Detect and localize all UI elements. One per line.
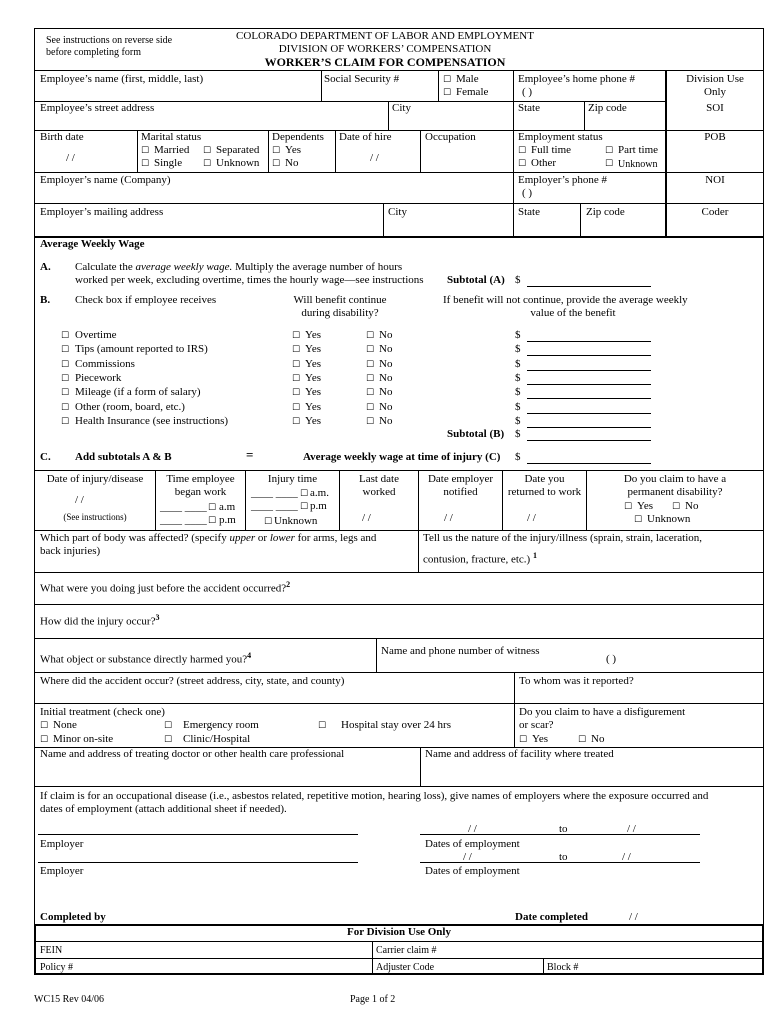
continue-header-2: during disability?: [301, 307, 379, 319]
benefit-dollar: $: [515, 329, 521, 341]
department-name: COLORADO DEPARTMENT OF LABOR AND EMPLOYMENT: [236, 30, 534, 42]
not-continue-header: If benefit will not continue, provide the average weekly: [443, 294, 688, 306]
single-label: Single: [154, 157, 183, 169]
benefit-no-checkbox[interactable]: ☐: [366, 359, 375, 370]
injury-date-slashes: / /: [75, 494, 84, 506]
state-label: State: [518, 102, 540, 114]
zip-label: Zip code: [588, 102, 627, 114]
treatment-clinic-checkbox[interactable]: ☐: [164, 735, 173, 745]
benefit-checkbox[interactable]: ☐: [61, 359, 70, 370]
treatment-emergency-label: Emergency room: [183, 719, 259, 731]
benefit-yes-label: Yes: [305, 400, 322, 413]
separated-label: Separated: [216, 144, 260, 156]
other-status-label: Other: [531, 157, 557, 169]
soi-label: SOI: [706, 102, 724, 114]
frame-top: [34, 28, 764, 29]
benefit-yes-checkbox[interactable]: ☐: [292, 373, 301, 384]
noi-label: NOI: [705, 174, 725, 186]
rule: [420, 747, 421, 786]
treatment-minor-checkbox[interactable]: ☐: [40, 735, 49, 745]
rule: [34, 604, 763, 605]
benefit-checkbox[interactable]: ☐: [61, 373, 70, 384]
began-pm-label: p.m: [219, 514, 236, 526]
rule: [34, 530, 763, 531]
rule: [137, 130, 138, 172]
subtotal-b-label: Subtotal (B): [447, 428, 505, 440]
injury-nature-label-2: [423, 549, 537, 567]
accident-location-label: Where did the accident occur? (street address, city, state, and county): [40, 675, 345, 687]
began-work-label: Time employee: [166, 473, 235, 485]
benefit-label: Piecework: [75, 371, 122, 384]
benefit-yes-checkbox[interactable]: ☐: [292, 402, 301, 413]
subtotal-a-field[interactable]: [527, 286, 651, 287]
benefit-no-checkbox[interactable]: ☐: [366, 402, 375, 413]
injury-pm-label: p.m: [310, 500, 327, 512]
adjuster-code-label: Adjuster Code: [376, 962, 435, 973]
benefit-label: Other (room, board, etc.): [75, 400, 185, 413]
rule: [36, 958, 762, 959]
separated-checkbox[interactable]: ☐: [203, 146, 212, 156]
dependents-no-checkbox[interactable]: ☐: [272, 159, 281, 169]
began-work-blank-am[interactable]: ____ ____: [160, 501, 207, 513]
perm-unknown-label: Unknown: [647, 513, 691, 525]
female-label: Female: [456, 86, 489, 98]
doctor-label: Name and address of treating doctor or other health care professional: [40, 748, 345, 760]
fein-label: FEIN: [40, 945, 63, 956]
section-b-letter: B.: [40, 294, 51, 306]
benefit-dollar: $: [515, 400, 521, 413]
section-a-text-post: Multiply the average number of hours: [232, 261, 403, 273]
benefit-dollar: $: [515, 386, 521, 399]
rule: [514, 672, 515, 747]
benefit-value-field[interactable]: [527, 413, 651, 414]
home-phone-paren: ( ): [522, 86, 533, 98]
benefit-no-checkbox[interactable]: ☐: [366, 331, 375, 341]
injury-pm-checkbox[interactable]: ☐: [300, 502, 309, 512]
benefit-no-label: No: [379, 371, 393, 384]
male-label: Male: [456, 73, 479, 85]
form-revision: WC15 Rev 04/06: [34, 994, 104, 1005]
benefit-dollar: $: [515, 343, 521, 356]
average-wage-dollar: $: [515, 451, 521, 463]
disfig-yes-label: Yes: [532, 733, 549, 745]
benefit-value-field[interactable]: [527, 384, 651, 385]
employer-2-dates-field[interactable]: [420, 862, 700, 863]
employee-name-label: Employee’s name (first, middle, last): [40, 73, 204, 85]
employer-1-dates-label: Dates of employment: [425, 838, 520, 850]
pob-label: POB: [704, 131, 726, 143]
rule: [34, 470, 763, 471]
frame-right: [763, 28, 764, 928]
form-title: WORKER’S CLAIM FOR COMPENSATION: [264, 55, 506, 69]
employer-mailing-label: Employer’s mailing address: [40, 206, 164, 218]
benefit-no-checkbox[interactable]: ☐: [366, 345, 375, 356]
benefit-yes-label: Yes: [305, 343, 322, 356]
status-unknown-label: Unknown: [618, 159, 658, 170]
disfigurement-label: Do you claim to have a disfigurement: [519, 706, 686, 718]
section-a-text: [75, 261, 402, 274]
injury-nature-label: Tell us the nature of the injury/illness (sprain, strain, laceration,: [423, 532, 703, 544]
notified-slashes: / /: [444, 512, 453, 524]
employer-phone-paren: ( ): [522, 187, 533, 199]
how-occur-text: How did the injury occur?: [40, 615, 156, 628]
benefit-no-checkbox[interactable]: ☐: [366, 373, 375, 384]
benefit-yes-checkbox[interactable]: ☐: [292, 416, 301, 427]
permanent-disability-label: Do you claim to have a: [623, 473, 727, 485]
benefit-checkbox[interactable]: ☐: [61, 331, 70, 341]
average-wage-field[interactable]: [527, 463, 651, 464]
witness-phone-paren: ( ): [606, 653, 617, 665]
benefit-yes-checkbox[interactable]: ☐: [292, 331, 301, 341]
subtotal-a-label: Subtotal (A): [447, 274, 505, 286]
dependents-yes-label: Yes: [285, 144, 302, 156]
wage-heading: Average Weekly Wage: [40, 238, 145, 250]
rule: [418, 530, 419, 572]
benefit-yes-label: Yes: [305, 329, 322, 341]
full-time-label: Full time: [531, 144, 572, 156]
birth-date-label: Birth date: [40, 131, 84, 143]
rule: [34, 172, 763, 173]
injury-unknown-label: Unknown: [274, 515, 318, 527]
employer-notified-label: Date employer: [427, 473, 494, 485]
employer-1-from-slashes: / /: [468, 823, 477, 835]
rule: [34, 70, 764, 71]
instructions-note: See instructions on reverse side: [46, 35, 173, 46]
rule: [372, 941, 373, 974]
hire-date-label: Date of hire: [339, 131, 392, 143]
completed-by-label: Completed by: [40, 911, 106, 923]
employer-2-dates-label: Dates of employment: [425, 865, 520, 877]
rule: [543, 958, 544, 974]
block-label: Block #: [547, 962, 579, 973]
body-part-pre: Which part of body was affected? (specify: [40, 532, 230, 544]
treatment-minor-label: Minor on-site: [53, 733, 114, 745]
footnote-2: 2: [286, 580, 291, 589]
treatment-emergency-checkbox[interactable]: ☐: [164, 721, 173, 731]
injury-nature-text: contusion, fracture, etc.): [423, 553, 531, 566]
returned-slashes: / /: [527, 512, 536, 524]
benefit-label: Commissions: [75, 357, 135, 370]
benefit-yes-label: Yes: [305, 414, 322, 427]
perm-no-label: No: [685, 500, 699, 512]
employer-city-label: City: [388, 206, 407, 218]
benefit-value-field[interactable]: [527, 355, 651, 356]
perm-yes-label: Yes: [637, 500, 654, 512]
employer-2-from-slashes: / /: [463, 851, 472, 863]
employer-2-to-slashes: / /: [622, 851, 631, 863]
injury-time-label: Injury time: [267, 473, 318, 485]
section-c-text: Add subtotals A & B: [75, 451, 172, 463]
injury-date-label: Date of injury/disease: [46, 473, 144, 485]
marital-status-label: Marital status: [141, 131, 202, 143]
dependents-no-label: No: [285, 157, 299, 169]
rule: [383, 203, 384, 236]
employer-1-to: to: [559, 823, 568, 835]
permanent-disability-label-2: permanent disability?: [627, 486, 723, 498]
rule: [513, 70, 514, 236]
section-b-text: Check box if employee receives: [75, 294, 217, 306]
date-completed-label: Date completed: [515, 911, 589, 923]
injury-unknown-checkbox[interactable]: ☐: [264, 517, 273, 527]
division-use-title: Division Use: [686, 73, 744, 85]
employer-1-field[interactable]: [38, 834, 358, 835]
section-a-text-em: average weekly wage.: [135, 261, 233, 273]
full-time-checkbox[interactable]: ☐: [518, 146, 527, 156]
average-wage-label: Average weekly wage at time of injury (C): [303, 451, 501, 463]
instructions-note-2: before completing form: [46, 47, 141, 58]
treatment-none-checkbox[interactable]: ☐: [40, 721, 49, 731]
benefit-no-label: No: [379, 386, 393, 399]
last-worked-slashes: / /: [362, 512, 371, 524]
married-label: Married: [154, 144, 190, 156]
section-a-text-2: worked per week, excluding overtime, times the hourly wage—see instructions: [75, 274, 424, 286]
rule: [34, 638, 763, 639]
employer-zip-label: Zip code: [586, 206, 625, 218]
benefit-dollar: $: [515, 371, 521, 384]
benefit-yes-label: Yes: [305, 386, 322, 399]
object-harmed-text: What object or substance directly harmed you?: [40, 653, 248, 666]
occupational-disease-label-2: dates of employment (attach additional sheet if needed).: [40, 803, 287, 815]
rule: [36, 941, 762, 942]
rule: [321, 70, 322, 101]
benefit-checkbox[interactable]: ☐: [61, 345, 70, 356]
home-phone-label: Employee’s home phone #: [518, 73, 636, 85]
benefit-label: Tips (amount reported to IRS): [75, 343, 208, 356]
footnote-1: 1: [532, 551, 537, 560]
rule: [268, 130, 269, 172]
benefit-no-checkbox[interactable]: ☐: [366, 388, 375, 399]
reported-to-label: To whom was it reported?: [519, 675, 634, 687]
body-part-label-2: back injuries): [40, 545, 101, 557]
began-pm-checkbox[interactable]: ☐: [208, 516, 217, 526]
benefit-value-field[interactable]: [527, 370, 651, 371]
birth-date-slashes: / /: [66, 152, 75, 164]
benefit-checkbox[interactable]: ☐: [61, 402, 70, 413]
returned-label-2: returned to work: [507, 486, 582, 498]
benefit-dollar: $: [515, 414, 521, 427]
benefit-value-field[interactable]: [527, 427, 651, 428]
employer-state-label: State: [518, 206, 540, 218]
benefit-no-label: No: [379, 329, 393, 341]
subtotal-b-dollar: $: [515, 428, 521, 440]
employer-1-to-slashes: / /: [627, 823, 636, 835]
facility-label: Name and address of facility where treated: [425, 748, 614, 760]
rule: [34, 203, 763, 204]
continue-header: Will benefit continue: [293, 294, 387, 306]
marital-unknown-checkbox[interactable]: ☐: [203, 159, 212, 169]
began-am-checkbox[interactable]: ☐: [208, 503, 217, 513]
rule: [438, 70, 439, 101]
began-am-label: a.m: [219, 501, 236, 513]
witness-label: Name and phone number of witness: [381, 645, 540, 657]
rule: [580, 203, 581, 236]
injury-time-blank-am[interactable]: ____ ____: [251, 487, 298, 499]
body-part-label: [40, 532, 376, 545]
policy-label: Policy #: [40, 962, 74, 973]
doing-before-text: What were you doing just before the accident occurred?: [40, 582, 287, 595]
benefit-no-label: No: [379, 343, 393, 356]
not-continue-header-2: value of the benefit: [530, 307, 616, 319]
perm-yes-checkbox[interactable]: ☐: [624, 502, 633, 512]
returned-label: Date you: [524, 473, 565, 485]
benefit-label: Mileage (if a form of salary): [75, 386, 201, 399]
division-name: DIVISION OF WORKERS’ COMPENSATION: [278, 43, 492, 55]
last-worked-label-2: worked: [362, 486, 396, 498]
treatment-hospital-label: Hospital stay over 24 hrs: [341, 719, 451, 731]
perm-unknown-checkbox[interactable]: ☐: [634, 515, 643, 525]
employer-2-label: Employer: [40, 865, 84, 877]
rule: [584, 101, 585, 130]
male-checkbox[interactable]: ☐: [443, 75, 452, 85]
benefit-label: Health Insurance (see instructions): [75, 414, 229, 427]
benefit-no-label: No: [379, 400, 393, 413]
last-worked-label: Last date: [358, 473, 399, 485]
single-checkbox[interactable]: ☐: [141, 159, 150, 169]
body-part-post: for arms, legs and: [294, 532, 377, 544]
benefit-yes-label: Yes: [305, 357, 322, 370]
rule: [34, 786, 763, 787]
employer-1-dates-field[interactable]: [420, 834, 700, 835]
rule: [335, 130, 336, 172]
disfig-no-checkbox[interactable]: ☐: [578, 735, 587, 745]
date-completed-slashes: / /: [629, 911, 638, 923]
body-part-upper: upper: [229, 532, 256, 544]
treatment-clinic-label: Clinic/Hospital: [183, 733, 251, 745]
married-checkbox[interactable]: ☐: [141, 146, 150, 156]
benefit-yes-checkbox[interactable]: ☐: [292, 359, 301, 370]
benefit-yes-checkbox[interactable]: ☐: [292, 345, 301, 356]
street-address-label: Employee’s street address: [40, 102, 155, 114]
employer-notified-label-2: notified: [443, 486, 478, 498]
treatment-none-label: None: [53, 719, 77, 731]
page-number: Page 1 of 2: [350, 994, 396, 1005]
perm-no-checkbox[interactable]: ☐: [672, 502, 681, 512]
occupational-disease-label: If claim is for an occupational disease (i.e., asbestos related, repetitive motion, hearing loss), give names of employers where the exposure occurred and: [40, 790, 709, 802]
footnote-4: 4: [247, 651, 252, 660]
rule: [34, 572, 763, 573]
section-a-letter: A.: [40, 261, 51, 273]
benefit-no-label: No: [379, 414, 393, 427]
division-use-only-label: For Division Use Only: [346, 926, 451, 938]
benefit-value-field[interactable]: [527, 398, 651, 399]
benefit-yes-label: Yes: [305, 371, 322, 384]
injury-time-blank-pm[interactable]: ____ ____: [251, 500, 298, 512]
carrier-claim-label: Carrier claim #: [376, 945, 437, 956]
city-label: City: [392, 102, 411, 114]
employer-name-label: Employer’s name (Company): [40, 174, 171, 186]
ssn-label: Social Security #: [324, 73, 400, 85]
occupation-label: Occupation: [425, 131, 476, 143]
doing-before-label: [40, 578, 290, 596]
employer-1-label: Employer: [40, 838, 84, 850]
benefit-no-label: No: [379, 357, 393, 370]
female-checkbox[interactable]: ☐: [443, 88, 452, 98]
how-occur-label: [40, 611, 159, 629]
benefit-checkbox[interactable]: ☐: [61, 416, 70, 427]
began-work-blank-pm[interactable]: ____ ____: [160, 514, 207, 526]
disfig-no-label: No: [591, 733, 605, 745]
benefit-yes-checkbox[interactable]: ☐: [292, 388, 301, 399]
employer-2-to: to: [559, 851, 568, 863]
hire-date-slashes: / /: [370, 152, 379, 164]
benefit-value-field[interactable]: [527, 341, 651, 342]
part-time-label: Part time: [618, 144, 659, 156]
injury-am-checkbox[interactable]: ☐: [300, 489, 309, 499]
body-part-mid: or: [255, 532, 270, 544]
status-unknown-checkbox[interactable]: ☐: [605, 159, 614, 169]
began-work-label-2: began work: [174, 486, 227, 498]
rule: [388, 101, 389, 130]
rule: [34, 703, 763, 704]
division-use-title-2: Only: [704, 86, 726, 98]
body-part-lower: lower: [269, 532, 295, 544]
initial-treatment-label: Initial treatment (check one): [40, 706, 165, 718]
injury-am-label: a.m.: [310, 487, 329, 499]
benefit-label: Overtime: [75, 329, 117, 341]
employer-2-field[interactable]: [38, 862, 358, 863]
subtotal-a-dollar: $: [515, 274, 521, 286]
marital-unknown-label: Unknown: [216, 157, 260, 169]
benefit-checkbox[interactable]: ☐: [61, 388, 70, 399]
rule: [420, 130, 421, 172]
footnote-3: 3: [155, 613, 160, 622]
subtotal-b-field[interactable]: [527, 440, 651, 441]
employer-phone-label: Employer’s phone #: [518, 174, 608, 186]
other-status-checkbox[interactable]: ☐: [518, 159, 527, 169]
dependents-label: Dependents: [272, 131, 324, 143]
part-time-checkbox[interactable]: ☐: [605, 146, 614, 156]
object-harmed-label: [40, 649, 251, 667]
disfig-yes-checkbox[interactable]: ☐: [519, 735, 528, 745]
section-a-text-pre: Calculate the: [75, 261, 136, 273]
employment-status-label: Employment status: [518, 131, 603, 143]
rule: [376, 638, 377, 672]
treatment-hospital-checkbox[interactable]: ☐: [318, 721, 327, 731]
benefit-dollar: $: [515, 357, 521, 370]
section-c-letter: C.: [40, 451, 51, 463]
rule: [34, 672, 763, 673]
coder-label: Coder: [701, 206, 729, 218]
benefit-no-checkbox[interactable]: ☐: [366, 416, 375, 427]
dependents-yes-checkbox[interactable]: ☐: [272, 146, 281, 156]
disfigurement-label-2: or scar?: [519, 719, 554, 731]
equals-sign: =: [246, 447, 254, 462]
injury-see-instructions: (See instructions): [63, 512, 127, 522]
